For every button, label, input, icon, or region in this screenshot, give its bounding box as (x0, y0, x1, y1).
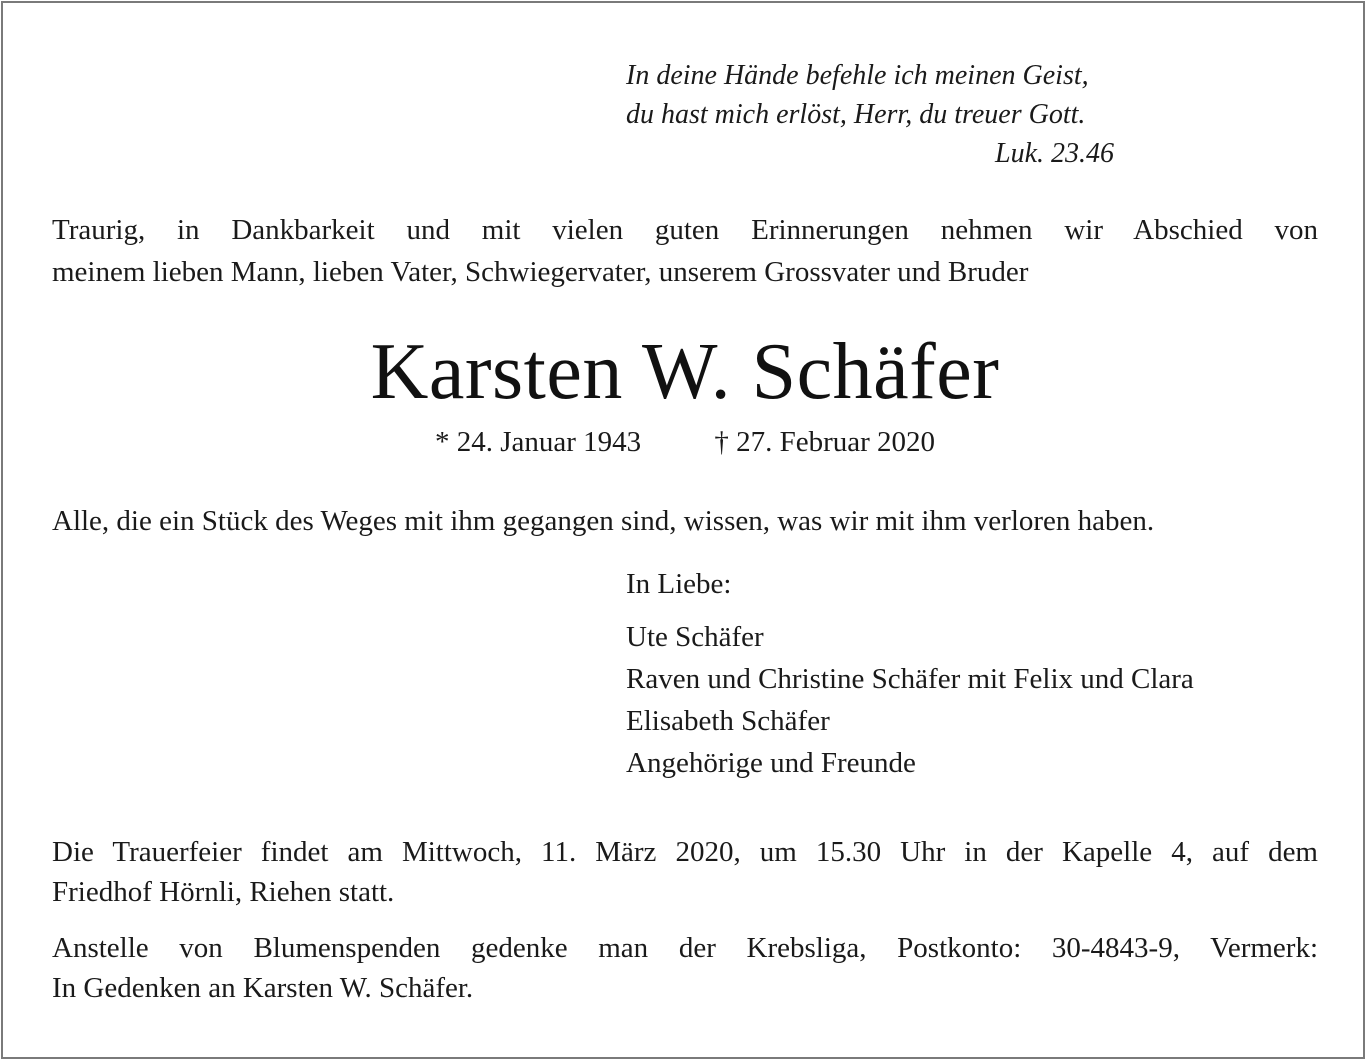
service-line-2: Friedhof Hörnli, Riehen statt. (52, 876, 395, 908)
signers-block (626, 563, 1326, 784)
donation-line-2: In Gedenken an Karsten W. Schäfer. (52, 972, 474, 1004)
signer-name: Angehörige und Freunde (626, 747, 916, 779)
service-line-1: Die Trauerfeier findet am Mittwoch, 11. März 2020, um 15.30 Uhr in der Kapelle 4, auf dem (52, 836, 1318, 868)
verse-line-1: In deine Hände befehle ich meinen Geist, (626, 60, 1089, 91)
signer-name: Elisabeth Schäfer (626, 705, 830, 737)
intro-line-1: Traurig, in Dankbarkeit und mit vielen guten Erinnerungen nehmen wir Abschied von (52, 214, 1318, 246)
donation-line-1: Anstelle von Blumenspenden gedenke man der Krebsliga, Postkonto: 30-4843-9, Vermerk: (52, 932, 1318, 964)
verse-line-2: du hast mich erlöst, Herr, du treuer Gott. (626, 99, 1086, 130)
deceased-name: Karsten W. Schäfer (370, 328, 1000, 416)
signer-name: Ute Schäfer (626, 621, 764, 653)
bible-verse (626, 56, 1114, 173)
signer-name: Raven und Christine Schäfer mit Felix und Clara (626, 663, 1194, 695)
death-date: † 27. Februar 2020 (714, 426, 936, 458)
verse-reference: Luk. 23.46 (995, 138, 1114, 169)
intro-line-2: meinem lieben Mann, lieben Vater, Schwiegervater, unserem Grossvater und Bruder (52, 256, 1029, 288)
signers-heading: In Liebe: (626, 568, 732, 600)
birth-date: * 24. Januar 1943 (434, 426, 642, 458)
service-info (52, 832, 1318, 912)
life-dates (0, 421, 1370, 463)
tribute-text: Alle, die ein Stück des Weges mit ihm gegangen sind, wissen, was wir mit ihm verloren haben. (52, 505, 1155, 537)
intro-text (52, 209, 1318, 293)
donation-info (52, 928, 1318, 1008)
